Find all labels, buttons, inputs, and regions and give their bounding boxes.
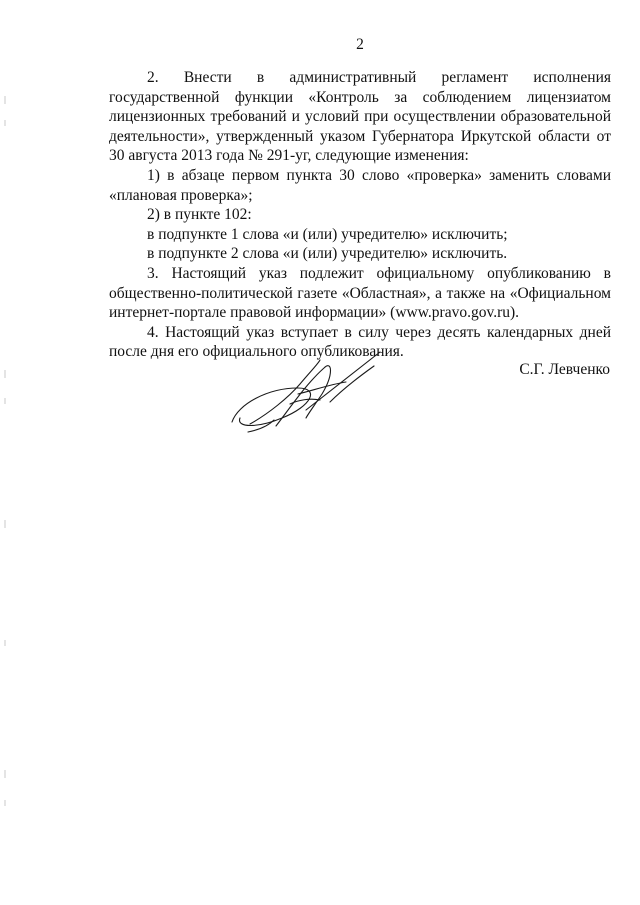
paragraph-effective-date: 4. Настоящий указ вступает в силу через десять календарных дней после дня его официального опубликования. xyxy=(109,323,611,361)
document-body xyxy=(109,68,611,362)
paragraph-item-2: 2) в пункте 102: xyxy=(147,206,252,224)
paragraph-amendment-intro: 2. Внести в административный регламент исполнения государственной функции «Контроль за соблюдением лицензиатом лицензионных требований и условий при осуществлении образовательной деятельности», утвержденный указом Губернатора Иркутской области от 30 августа 2013 года № 291-уг, следующие изменения: xyxy=(109,69,611,165)
paragraph-item-1: 1) в абзаце первом пункта 30 слово «проверка» заменить словами «плановая проверка»; xyxy=(109,166,611,204)
page-number: 2 xyxy=(356,36,364,53)
signer-name: С.Г. Левченко xyxy=(519,361,610,378)
paragraph-subitem-1: в подпункте 1 слова «и (или) учредителю» исключить; xyxy=(147,225,508,243)
handwritten-signature xyxy=(228,344,388,438)
paragraph-subitem-2: в подпункте 2 слова «и (или) учредителю» исключить. xyxy=(147,245,508,263)
paragraph-publication: 3. Настоящий указ подлежит официальному опубликованию в общественно-политической газете «Областная», а также на «Официальном интернет-портале правовой информации» (www.pravo.gov.ru). xyxy=(109,264,611,322)
scan-edge-marks xyxy=(4,0,8,905)
